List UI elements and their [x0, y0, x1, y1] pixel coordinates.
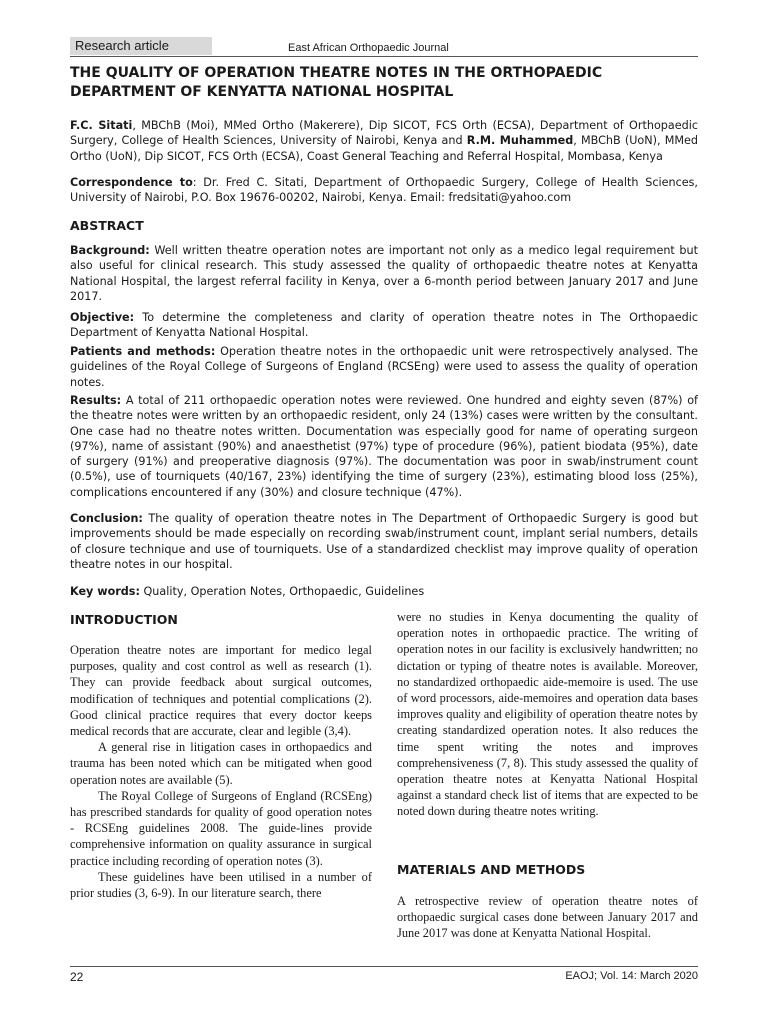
abstract-methods — [70, 344, 698, 390]
article-type-tag: Research article — [70, 37, 212, 55]
author-list — [70, 118, 698, 164]
article-title: THE QUALITY OF OPERATION THEATRE NOTES IN THE ORTHOPAEDIC DEPARTMENT OF KENYATTA NATIONAL HOSPITAL — [70, 65, 603, 100]
introduction-heading: INTRODUCTION — [70, 612, 178, 627]
objective-label: Objective: — [70, 311, 135, 324]
correspondence-label: Correspondence to — [70, 176, 193, 189]
left-column — [70, 642, 372, 901]
header-divider — [70, 56, 698, 57]
abstract-heading: ABSTRACT — [70, 218, 144, 233]
methods-text: Operation theatre notes in the orthopaedic unit were retrospectively analysed. The guidelines of the Royal College of Surgeons of England (RCSEng) were used to assess the quality of operation notes. — [70, 345, 698, 389]
journal-citation: EAOJ; Vol. 14: March 2020 — [565, 970, 698, 982]
author-1-name: F.C. Sitati — [70, 119, 133, 132]
objective-text: To determine the completeness and clarity of operation theatre notes in The Orthopaedic Department of Kenyatta National Hospital. — [70, 311, 698, 340]
intro-paragraph-1: Operation theatre notes are important for medico legal purposes, quality and cost control as well as research (1). They can provide feedback about surgical outcomes, modification of techniques and potential complications (2). Good clinical practice requires that every doctor keeps medical records that are accurate, clear and legible (3,4). — [70, 643, 372, 739]
author-2-details: , MBChB (UoN), MMed Ortho (UoN), Dip SICOT, FCS Orth (ECSA), Coast General Teaching and Referral Hospital, Mombasa, Kenya — [70, 134, 698, 163]
intro-paragraph-5: were no studies in Kenya documenting the quality of operation notes in orthopaedic practice. The writing of operation notes in our facility is exclusively handwritten; no dictation or typing of theatre notes is available. Moreover, no standardized orthopaedic aide-memoire is used. The use of word processors, aide-memoires and operation data bases improves quality and eligibility of operation theatre notes by creating standardized operation notes. It also reduces the time spent writing the notes and improves comprehensiveness (7, 8). This study assessed the quality of operation theatre notes at Kenyatta National Hospital against a standard check list of items that are expected to be noted down during theatre notes writing. — [397, 610, 698, 819]
page-number: 22 — [70, 970, 84, 984]
abstract-objective — [70, 310, 698, 341]
journal-name: East African Orthopaedic Journal — [288, 42, 449, 54]
correspondence-text: : Dr. Fred C. Sitati, Department of Orthopaedic Surgery, College of Health Sciences, University of Nairobi, P.O. Box 19676-00202, Nairobi, Kenya. Email: fredsitati@yahoo.com — [70, 176, 698, 205]
author-1-details: , MBChB (Moi), MMed Ortho (Makerere), Dip SICOT, FCS Orth (ECSA), Department of Orthopaedic Surgery, College of Health Sciences, University of Nairobi, Kenya and — [70, 119, 698, 148]
methods-column — [397, 893, 698, 942]
background-label: Background: — [70, 244, 150, 257]
abstract-results — [70, 393, 698, 500]
methods-heading: MATERIALS AND METHODS — [397, 862, 586, 877]
intro-paragraph-2: A general rise in litigation cases in orthopaedics and trauma has been noted which can be mitigated when good operation notes are available (5). — [70, 740, 372, 787]
intro-paragraph-3: The Royal College of Surgeons of England (RCSEng) has prescribed standards for quality of good operation notes - RCSEng guidelines 2008. The guide-lines provide comprehensive information on quality assurance in surgical practice including recording of operation notes (3). — [70, 788, 372, 868]
intro-paragraph-4: These guidelines have been utilised in a number of prior studies (3, 6-9). In our literature search, there — [70, 869, 372, 901]
abstract-background — [70, 243, 698, 304]
methods-label: Patients and methods: — [70, 345, 216, 358]
conclusion-label: Conclusion: — [70, 512, 143, 525]
keywords-label: Key words: — [70, 585, 140, 598]
conclusion-text: The quality of operation theatre notes in The Department of Orthopaedic Surgery is good but improvements should be made especially on recording swab/instrument count, implant serial numbers, details of closure technique and use of tourniquets. Use of a standardized checklist may improve quality of operation theatre notes in our hospital. — [70, 512, 698, 571]
footer-divider — [70, 966, 698, 967]
right-column — [397, 609, 698, 820]
abstract-conclusion — [70, 511, 698, 572]
results-text: A total of 211 orthopaedic operation notes were reviewed. One hundred and eighty seven (87%) of the theatre notes were written by an orthopaedic resident, only 24 (13%) cases were written by the consultant. One case had no theatre notes written. Documentation was especially good for name of operating surgeon (97%), name of assistant (90%) and anaesthetist (97%) type of procedure (96%), patient biodata (95%), date of surgery (91%) and preoperative diagnosis (97%). The documentation was poor in swab/instrument count (0.5%), use of tourniquets (40/167, 23%) identifying the time of surgery (23%), estimating blood loss (25%), complications encountered if any (30%) and closure technique (47%). — [70, 394, 698, 499]
methods-paragraph-1: A retrospective review of operation theatre notes of orthopaedic surgical cases done between January 2017 and June 2017 was done at Kenyatta National Hospital. — [397, 894, 698, 941]
keywords-text: Quality, Operation Notes, Orthopaedic, Guidelines — [139, 585, 425, 598]
author-2-name: R.M. Muhammed — [466, 134, 574, 148]
background-text: Well written theatre operation notes are important not only as a medico legal requirement but also useful for clinical research. This study assessed the quality of orthopaedic theatre notes at Kenyatta National Hospital, the largest referral facility in Kenya, over a 6-month period between January 2017 and June 2017. — [70, 244, 698, 303]
results-label: Results: — [70, 394, 122, 407]
keywords — [70, 584, 698, 599]
correspondence — [70, 175, 698, 206]
